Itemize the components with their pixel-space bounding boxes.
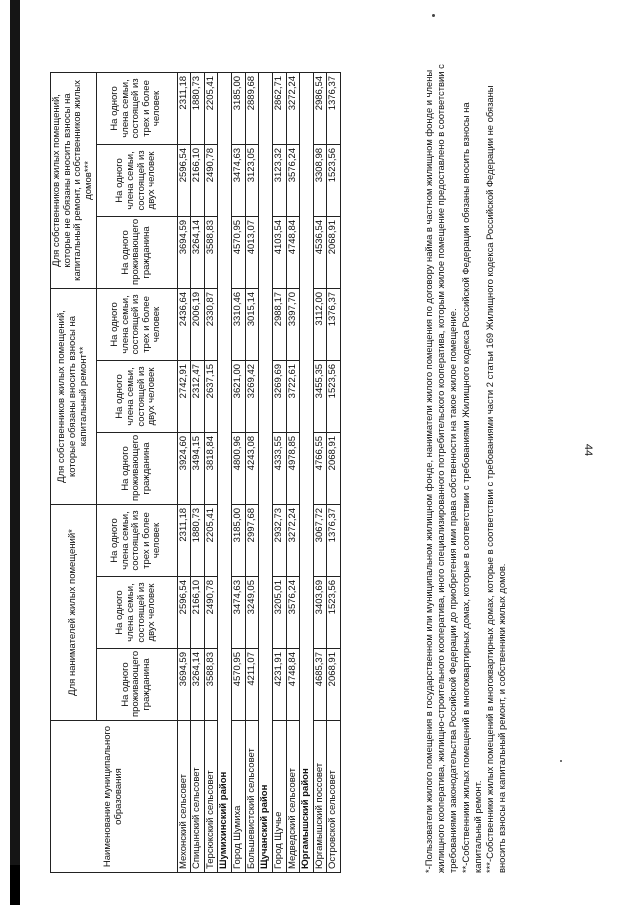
value-cell: 3185,00 <box>232 504 246 576</box>
district-name: Шумихинский район <box>218 72 232 872</box>
value-cell: 3067,72 <box>313 504 327 576</box>
value-cell: 3112,00 <box>313 288 327 360</box>
value-cell: 4103,54 <box>272 216 286 288</box>
value-cell: 3015,14 <box>245 288 259 360</box>
table-row <box>204 72 218 872</box>
municipality-name: Мехонский сельсовет <box>177 721 191 873</box>
value-cell: 4800,96 <box>232 432 246 504</box>
value-cell: 3694,59 <box>177 649 191 721</box>
value-cell: 4748,84 <box>286 649 300 721</box>
value-cell: 2742,91 <box>177 360 191 432</box>
subheader-two: На одного члена семьи, состоящей из двух человек <box>96 360 177 432</box>
value-cell: 1880,73 <box>191 504 205 576</box>
value-cell: 3818,84 <box>204 432 218 504</box>
value-cell: 1376,37 <box>327 288 341 360</box>
page-number: 44 <box>582 443 594 457</box>
value-cell: 3621,00 <box>232 360 246 432</box>
value-cell: 3269,69 <box>272 360 286 432</box>
value-cell: 2988,17 <box>272 288 286 360</box>
value-cell: 3694,59 <box>177 216 191 288</box>
value-cell: 2596,54 <box>177 144 191 216</box>
value-cell: 4013,07 <box>245 216 259 288</box>
value-cell: 2997,68 <box>245 504 259 576</box>
value-cell: 4978,85 <box>286 432 300 504</box>
municipality-name: Большевистский сельсовет <box>245 721 259 873</box>
table-row <box>286 72 300 872</box>
value-cell: 3474,63 <box>232 577 246 649</box>
scan-edge-shadow <box>10 865 20 905</box>
value-cell: 3588,83 <box>204 649 218 721</box>
subheader-single: На одного проживающего гражданина <box>96 432 177 504</box>
header-group-owners-obliged: Для собственников жилых помещений, которые обязаны вносить взносы на капитальный ремонт** <box>51 288 97 504</box>
district-name: Щучанский район <box>259 72 273 872</box>
value-cell: 4766,55 <box>313 432 327 504</box>
value-cell: 3310,46 <box>232 288 246 360</box>
footnote-owners-not-obliged: ***-Собственники жилых помещений в многоквартирных домах, которые в соответствии с требованиями части 2 статьи 169 Жилищного кодекса Российской Федерации не обязаны вносить взносы на капитальный ремонт, и собственники жилых домов. <box>484 85 508 873</box>
value-cell: 1376,37 <box>327 72 341 144</box>
value-cell: 2312,47 <box>191 360 205 432</box>
value-cell: 4231,91 <box>272 649 286 721</box>
value-cell: 4685,37 <box>313 649 327 721</box>
value-cell: 2330,87 <box>204 288 218 360</box>
value-cell: 3722,61 <box>286 360 300 432</box>
district-row <box>218 72 232 872</box>
municipality-name: Медведский сельсовет <box>286 721 300 873</box>
table-header-row <box>51 72 97 872</box>
scan-speck <box>432 14 435 17</box>
subheader-single: На одного проживающего гражданина <box>96 216 177 288</box>
value-cell: 3403,69 <box>313 577 327 649</box>
subheader-three: На одного члена семьи, состоящей из трех и более человек <box>96 72 177 144</box>
municipality-name: Терсюкский сельсовет <box>204 721 218 873</box>
value-cell: 2889,68 <box>245 72 259 144</box>
municipality-name: Юргамышский поссовет <box>313 721 327 873</box>
footnotes <box>423 63 509 873</box>
value-cell: 4570,95 <box>232 216 246 288</box>
value-cell: 3269,42 <box>245 360 259 432</box>
value-cell: 3185,00 <box>232 72 246 144</box>
value-cell: 3264,14 <box>191 649 205 721</box>
value-cell: 3397,70 <box>286 288 300 360</box>
table-row <box>177 72 191 872</box>
value-cell: 2490,78 <box>204 577 218 649</box>
value-cell: 1523,56 <box>327 144 341 216</box>
value-cell: 3205,01 <box>272 577 286 649</box>
value-cell: 2006,19 <box>191 288 205 360</box>
footnote-owners-obliged: **-Собственники жилых помещений в многоквартирных домах, которые в соответствии с требованиями Жилищного кодекса Российской Федерации обязаны вносить взносы на капитальный ремонт. <box>459 102 483 873</box>
value-cell: 2436,64 <box>177 288 191 360</box>
value-cell: 2932,73 <box>272 504 286 576</box>
value-cell: 3249,05 <box>245 577 259 649</box>
district-name: Юргамышский район <box>300 72 314 872</box>
value-cell: 4748,84 <box>286 216 300 288</box>
value-cell: 1880,73 <box>191 72 205 144</box>
scan-edge-bar <box>10 0 20 905</box>
subsistence-cost-table <box>50 72 341 873</box>
value-cell: 2311,18 <box>177 504 191 576</box>
municipality-name: Спицынский сельсовет <box>191 721 205 873</box>
value-cell: 2596,54 <box>177 577 191 649</box>
subheader-single: На одного проживающего гражданина <box>96 649 177 721</box>
value-cell: 3123,05 <box>245 144 259 216</box>
value-cell: 4211,07 <box>245 649 259 721</box>
value-cell: 3474,63 <box>232 144 246 216</box>
value-cell: 2205,41 <box>204 72 218 144</box>
value-cell: 2166,10 <box>191 144 205 216</box>
value-cell: 3308,98 <box>313 144 327 216</box>
rotated-page-content <box>50 43 590 873</box>
value-cell: 3924,60 <box>177 432 191 504</box>
value-cell: 3576,24 <box>286 577 300 649</box>
value-cell: 3455,35 <box>313 360 327 432</box>
value-cell: 4570,95 <box>232 649 246 721</box>
value-cell: 2637,15 <box>204 360 218 432</box>
value-cell: 3264,14 <box>191 216 205 288</box>
value-cell: 1523,56 <box>327 577 341 649</box>
value-cell: 2068,91 <box>327 432 341 504</box>
value-cell: 2166,10 <box>191 577 205 649</box>
table-row <box>272 72 286 872</box>
value-cell: 3588,83 <box>204 216 218 288</box>
district-row <box>300 72 314 872</box>
table-body <box>177 72 341 872</box>
subheader-three: На одного члена семьи, состоящей из трех и более человек <box>96 288 177 360</box>
value-cell: 2311,18 <box>177 72 191 144</box>
table-row <box>232 72 246 872</box>
header-group-owners-not-obliged: Для собственников жилых помещений, которые не обязаны вносить взносы на капитальный ремонт, и собственников жилых домов*** <box>51 72 97 288</box>
municipality-name: Город Шумиха <box>232 721 246 873</box>
value-cell: 2068,91 <box>327 649 341 721</box>
value-cell: 1376,37 <box>327 504 341 576</box>
value-cell: 2862,71 <box>272 72 286 144</box>
value-cell: 2986,54 <box>313 72 327 144</box>
value-cell: 3272,24 <box>286 504 300 576</box>
subheader-two: На одного члена семьи, состоящей из двух человек <box>96 144 177 216</box>
subheader-three: На одного члена семьи, состоящей из трех и более человек <box>96 504 177 576</box>
value-cell: 4536,54 <box>313 216 327 288</box>
header-municipality: Наименование муниципального образования <box>51 721 178 873</box>
value-cell: 2205,41 <box>204 504 218 576</box>
value-cell: 2490,78 <box>204 144 218 216</box>
value-cell: 3494,15 <box>191 432 205 504</box>
table-row <box>245 72 259 872</box>
value-cell: 2068,91 <box>327 216 341 288</box>
municipality-name: Островской сельсовет <box>327 721 341 873</box>
table-row <box>327 72 341 872</box>
value-cell: 3576,24 <box>286 144 300 216</box>
value-cell: 1523,56 <box>327 360 341 432</box>
value-cell: 4333,55 <box>272 432 286 504</box>
district-row <box>259 72 273 872</box>
value-cell: 3272,24 <box>286 72 300 144</box>
subheader-two: На одного члена семьи, состоящей из двух человек <box>96 577 177 649</box>
municipality-name: Город Щучье <box>272 721 286 873</box>
table-row <box>313 72 327 872</box>
footnote-tenants: *-Пользователи жилого помещения в государственном или муниципальном жилищном фонде, наниматели жилого помещения по договору найма в частном жилищном фонде и члены жилищного кооператива, жилищно-строительного кооператива, иного специализированного потребительского кооператива, которым жилое помещение предоставлено в соответствии с требованиями законодательства Российской Федерации до приобретения ими права собственности на такое жилое помещение. <box>423 64 459 873</box>
header-group-tenants: Для нанимателей жилых помещений* <box>51 504 97 720</box>
value-cell: 4243,08 <box>245 432 259 504</box>
table-row <box>191 72 205 872</box>
value-cell: 3123,32 <box>272 144 286 216</box>
